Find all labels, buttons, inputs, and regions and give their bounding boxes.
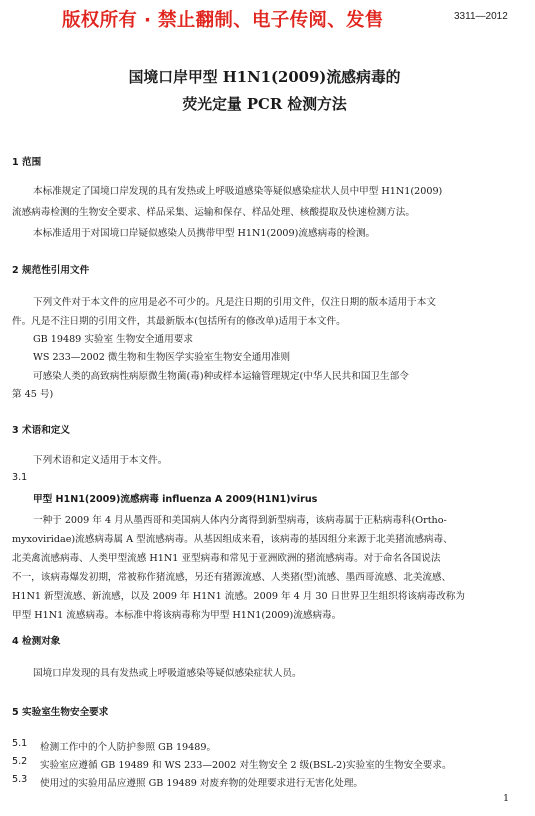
reference-transport-rules-line-2: 第 45 号) — [12, 389, 54, 400]
reference-transport-rules-line-1: 可感染人类的高致病性病原微生物菌(毒)种或样本运输管理规定(中华人民共和国卫生部令 — [33, 371, 409, 382]
clause-5-3-number: 5.3 — [12, 774, 28, 785]
document-title-line1: 国境口岸甲型 H1N1(2009)流感病毒的 — [128, 68, 401, 86]
clause-5-3-text: 使用过的实验用品应遵照 GB 19489 对废弃物的处理要求进行无害化处理。 — [40, 778, 364, 789]
definition-line-5: H1N1 新型流感、新流感，以及 2009 年 H1N1 流感。2009 年 4 月 30 日世界卫生组织将该病毒改称为 — [12, 591, 465, 602]
definition-line-6: 甲型 H1N1 流感病毒。本标准中将该病毒称为甲型 H1N1(2009)流感病毒。 — [12, 610, 342, 621]
section-4-heading: 4 检测对象 — [12, 636, 61, 647]
document-number: 3311—2012 — [454, 11, 508, 22]
document-title-line2: 荧光定量 PCR 检测方法 — [182, 95, 347, 113]
section-2-paragraph-line-1: 下列文件对于本文件的应用是必不可少的。凡是注日期的引用文件，仅注日期的版本适用于本文 — [33, 297, 436, 308]
definition-line-1: 一种于 2009 年 4 月从墨西哥和美国病人体内分离得到新型病毒，该病毒属于正粘病毒科(Ortho- — [33, 515, 447, 526]
definition-line-3: 北美禽流感病毒、人类甲型流感 H1N1 亚型病毒和常见于亚洲欧洲的猪流感病毒。对于命名各国说法 — [12, 553, 441, 564]
definition-line-4: 不一，该病毒爆发初期，常被称作猪流感，另还有猪源流感、人类猪(型)流感、墨西哥流感、北美流感、 — [12, 572, 452, 583]
section-1-paragraph-1-line-1: 本标准规定了国境口岸发现的具有发热或上呼吸道感染等疑似感染症状人员中甲型 H1N1(2009) — [33, 186, 443, 197]
section-4-paragraph: 国境口岸发现的具有发热或上呼吸道感染等疑似感染症状人员。 — [33, 668, 302, 679]
term-heading: 甲型 H1N1(2009)流感病毒 influenza A 2009(H1N1)virus — [33, 494, 318, 505]
section-1-paragraph-1-line-2: 流感病毒检测的生物安全要求、样品采集、运输和保存、样品处理、核酸提取及快速检测方法。 — [12, 207, 415, 218]
reference-ws233: WS 233—2002 微生物和生物医学实验室生物安全通用准则 — [33, 352, 291, 363]
section-1-heading: 1 范围 — [12, 157, 42, 168]
section-2-heading: 2 规范性引用文件 — [12, 265, 90, 276]
clause-5-2-text: 实验室应遵循 GB 19489 和 WS 233—2002 对生物安全 2 级(BSL-2)实验室的生物安全要求。 — [40, 760, 452, 771]
clause-5-2-number: 5.2 — [12, 756, 28, 767]
copyright-watermark: 版权所有 · 禁止翻制、电子传阅、发售 — [62, 10, 384, 31]
page-number: 1 — [503, 793, 510, 804]
clause-5-1-text: 检测工作中的个人防护参照 GB 19489。 — [40, 742, 217, 753]
section-1-paragraph-2: 本标准适用于对国境口岸疑似感染人员携带甲型 H1N1(2009)流感病毒的检测。 — [33, 228, 376, 239]
section-5-heading: 5 实验室生物安全要求 — [12, 707, 109, 718]
section-3-heading: 3 术语和定义 — [12, 425, 70, 436]
clause-5-1-number: 5.1 — [12, 738, 28, 749]
definition-line-2: myxoviridae)流感病毒属 A 型流感病毒。从基因组成来看，该病毒的基因组分来源于北美猪流感病毒、 — [12, 534, 453, 545]
reference-gb19489: GB 19489 实验室 生物安全通用要求 — [33, 334, 193, 345]
section-2-paragraph-line-2: 件。凡是不注日期的引用文件，其最新版本(包括所有的修改单)适用于本文件。 — [12, 316, 346, 327]
section-3-intro: 下列术语和定义适用于本文件。 — [33, 455, 168, 466]
term-number: 3.1 — [12, 472, 28, 483]
